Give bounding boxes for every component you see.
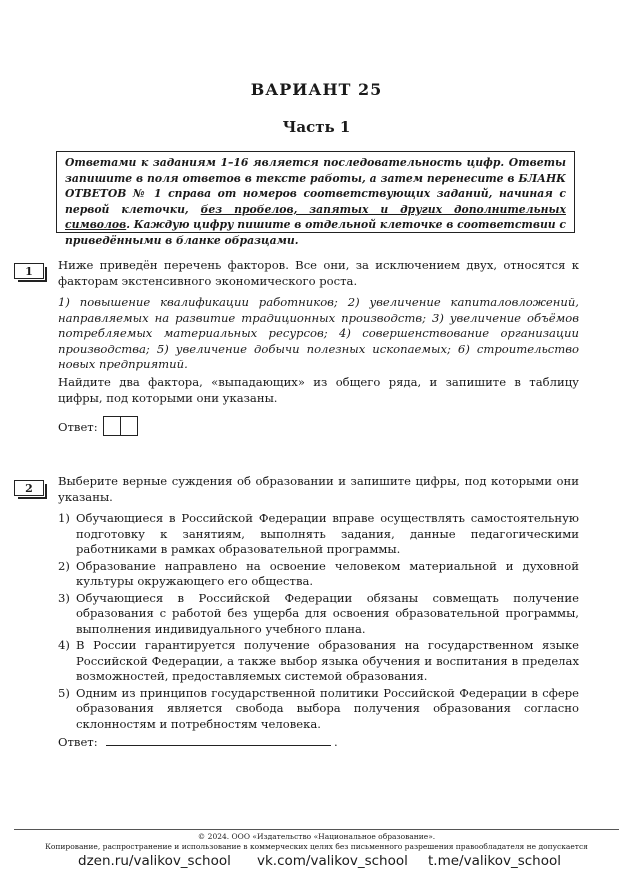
option-number: 5): [58, 685, 70, 700]
task-2-options: [58, 511, 579, 732]
copyright-line-1: © 2024. ООО «Издательство «Национальное образование».: [197, 832, 436, 841]
option-number: 1): [58, 511, 70, 525]
instructions-text-end: . Каждую цифру пишите в отдельной клеточке в соответствии с приведёнными в бланке образцами.: [65, 218, 566, 247]
task-1-number: 1: [14, 263, 44, 279]
option-text: Обучающиеся в Российской Федерации обязаны совмещать получение образования с работой без ущерба для освоения образовательной программы, выполнения индивидуального учебного плана.: [76, 590, 579, 636]
option-text: В России гарантируется получение образования на государственном языке Российской Федерации, а также выбор языка обучения и воспитания в пределах возможностей, предоставляемых системой образования.: [76, 638, 579, 683]
task-1-intro: Ниже приведён перечень факторов. Все они, за исключением двух, относятся к факторам экстенсивного экономического роста.: [58, 258, 579, 288]
instructions-box: [56, 151, 575, 247]
option-number: 3): [58, 590, 70, 605]
task-2-number: 2: [14, 480, 44, 496]
variant-title: ВАРИАНТ 25: [250, 80, 383, 99]
task-1-question: Найдите два фактора, «выпадающих» из общего ряда, и запишите в таблицу цифры, под которыми они указаны.: [58, 375, 579, 405]
task-2-option-3: [58, 591, 579, 638]
task-2-option-1: [58, 511, 579, 558]
task-2-intro: Выберите верные суждения об образовании и запишите цифры, под которыми они указаны.: [58, 474, 579, 504]
instructions-text: Ответами к заданиям 1–16 является последовательность цифр. Ответы запишите в поля ответов в тексте работы, а затем перенесите в БЛАНК ОТВЕТОВ № 1 справа от номеров соответствующих заданий, начиная с первой клеточки,: [65, 156, 566, 216]
option-number: 2): [58, 558, 70, 573]
footer-divider: [14, 829, 619, 830]
part-title: Часть 1: [282, 118, 351, 136]
option-text: Образование направлено на освоение человеком материальной и духовной культуры окружающего его общества.: [76, 558, 579, 588]
link-dzen[interactable]: dzen.ru/valikov_school: [78, 853, 231, 869]
task-2-answer-line[interactable]: [106, 745, 331, 746]
task-2-option-5: [58, 686, 579, 733]
link-telegram[interactable]: t.me/valikov_school: [428, 853, 561, 869]
task-2-answer-dot: .: [334, 735, 338, 749]
option-text: Обучающиеся в Российской Федерации вправе осуществлять самостоятельную подготовку к занятиям, выполнять задания, данные педагогическими работниками в рамках образовательной программы.: [76, 511, 579, 556]
instructions-underlined: без пробелов, запятых и других дополнительных символов: [65, 202, 566, 231]
option-number: 4): [58, 638, 70, 652]
task-2-option-2: [58, 559, 579, 590]
task-1-answer-cell-2[interactable]: [120, 416, 138, 436]
task-2-answer-label: Ответ:: [58, 735, 98, 749]
task-1-answer-label: Ответ:: [58, 420, 98, 434]
copyright-line-2: Копирование, распространение и использование в коммерческих целях без письменного разрешения правообладателя не допускается: [45, 842, 588, 851]
option-text: Одним из принципов государственной политики Российской Федерации в сфере образования является свобода выбора получения образования согласно склонностям и потребностям человека.: [76, 685, 579, 731]
link-vk[interactable]: vk.com/valikov_school: [257, 853, 408, 869]
task-1-answer-cell-1[interactable]: [103, 416, 121, 436]
task-2-option-4: [58, 638, 579, 685]
task-1-factors: 1) повышение квалификации работников; 2) увеличение капиталовложений, направляемых на развитие традиционных производств; 3) увеличение объёмов потребляемых материальных ресурсов; 4) совершенствование организации производства; 5) увеличение добычи полезных ископаемых; 6) строительство новых предприятий.: [58, 295, 579, 371]
footer-copyright: [0, 832, 633, 852]
